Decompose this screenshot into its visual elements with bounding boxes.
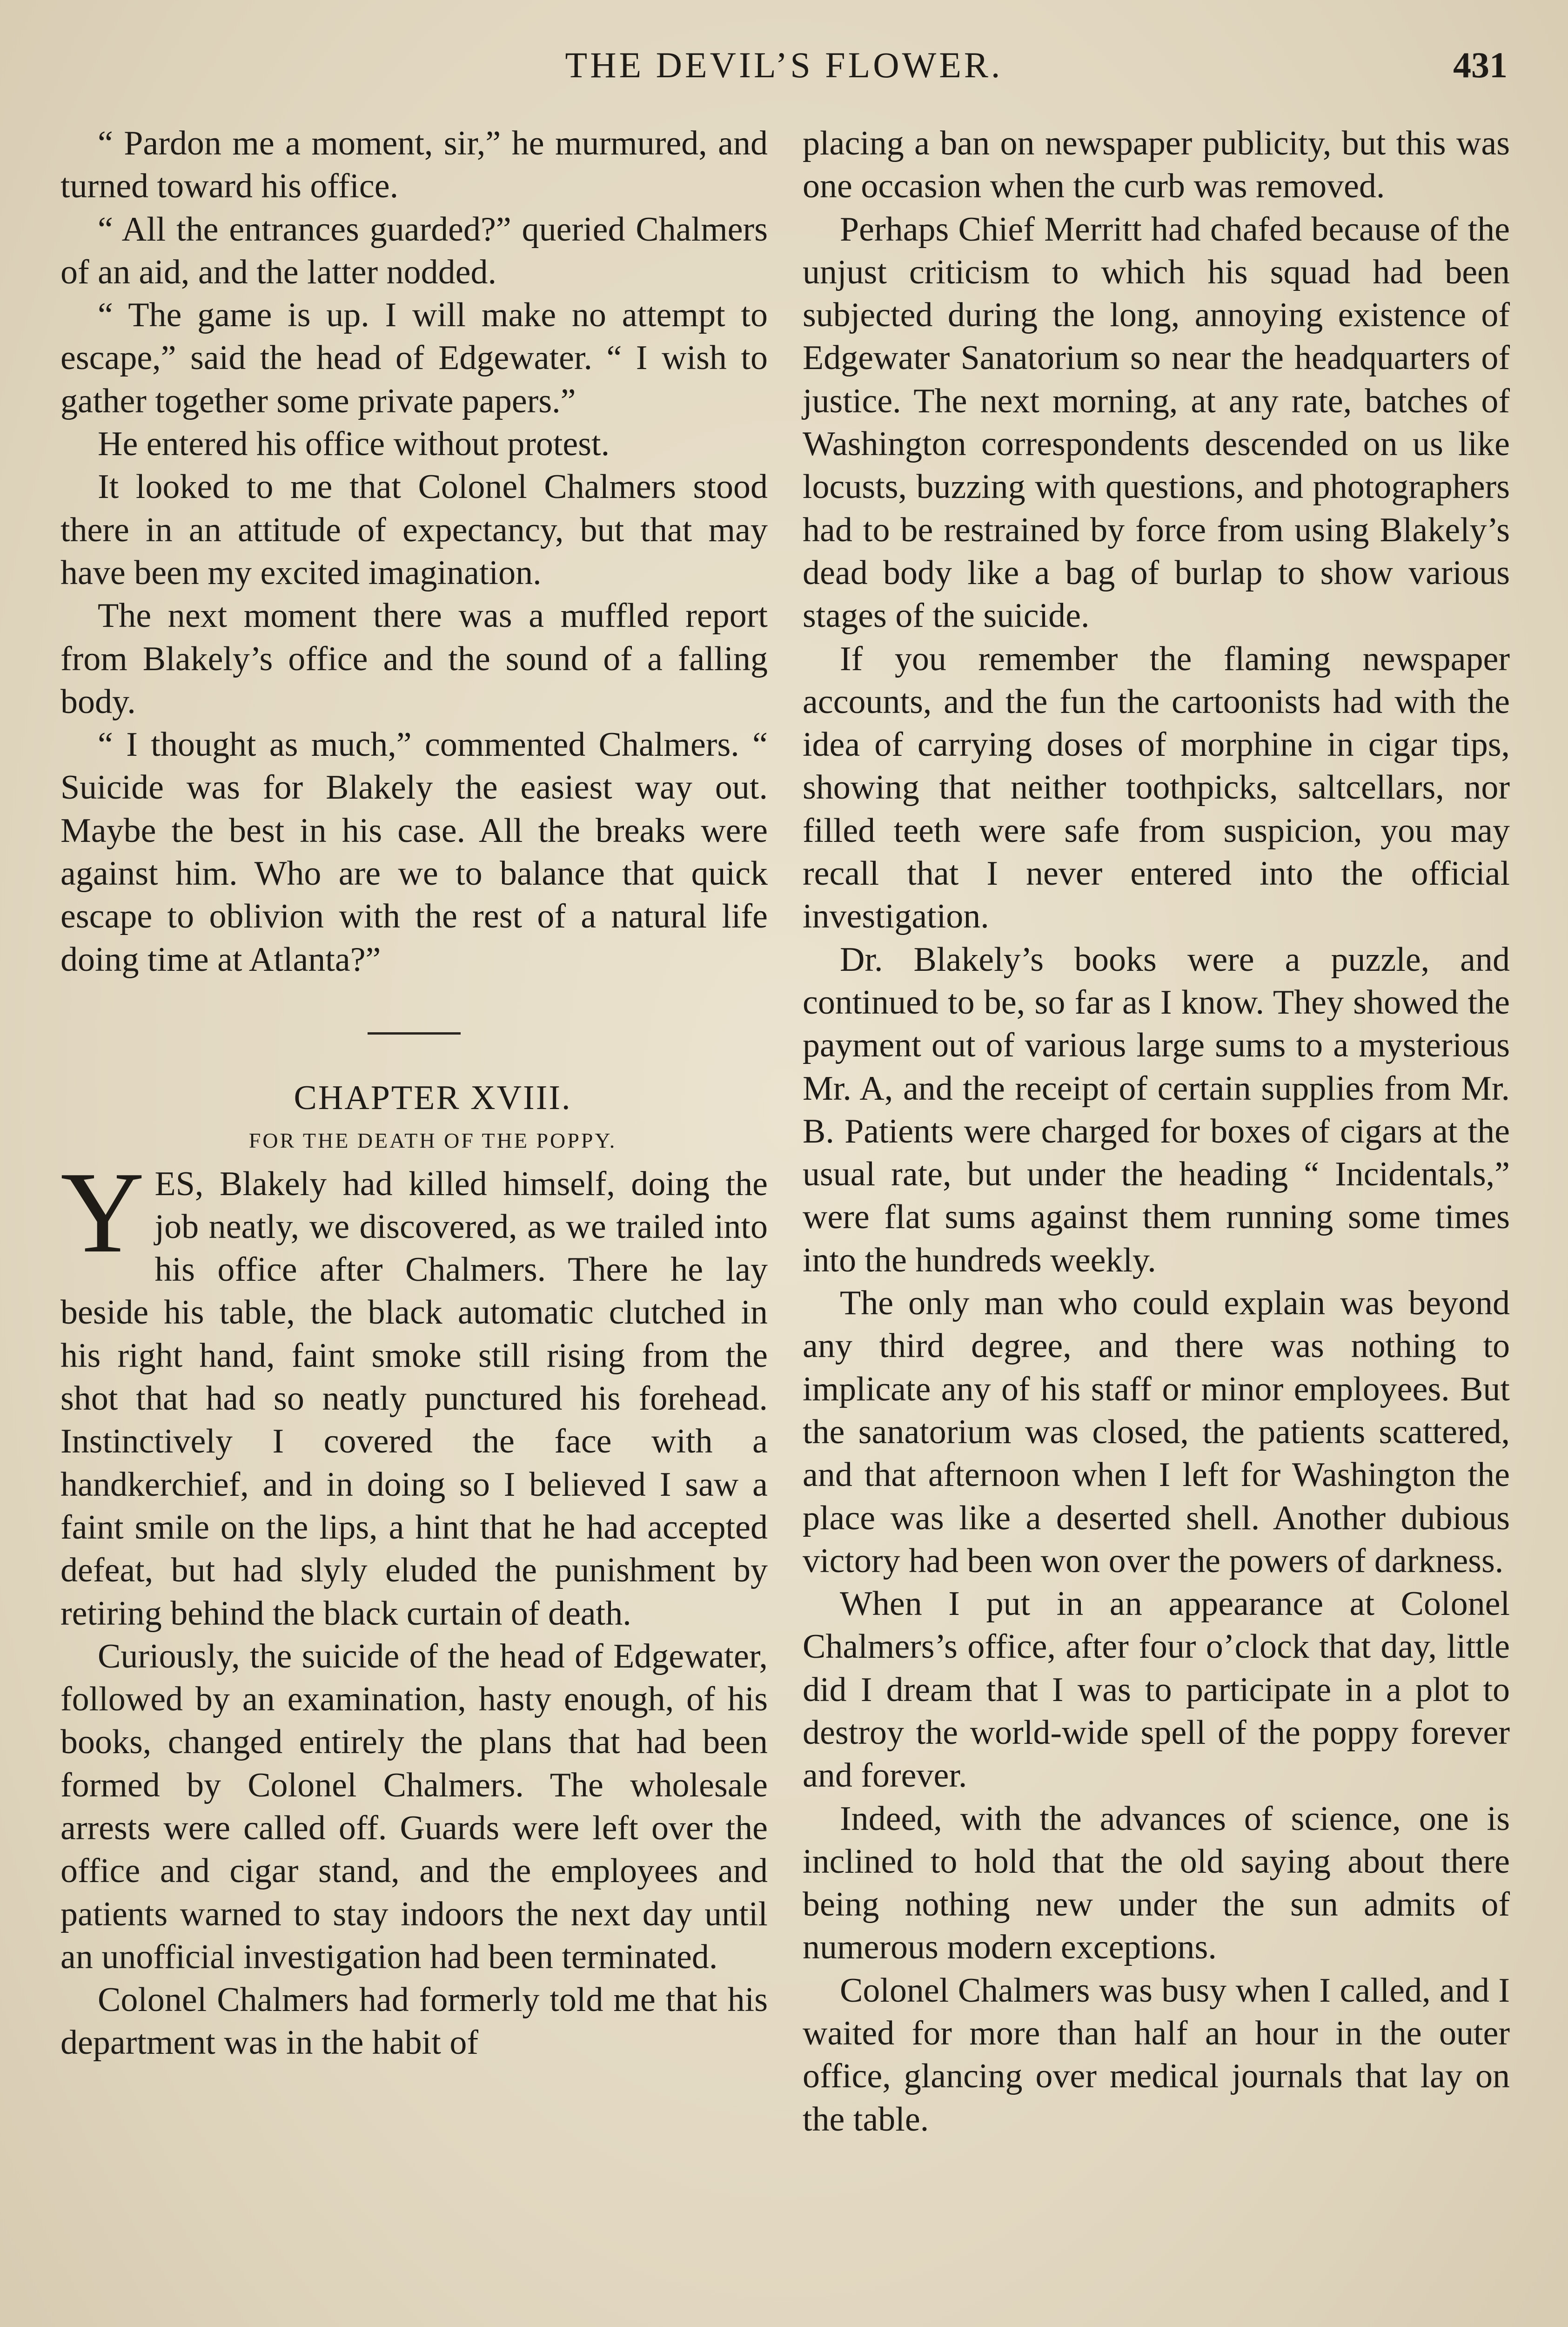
left-column — [60, 122, 768, 2065]
paragraph: Perhaps Chief Merritt had chafed because of the unjust criticism to which his squad had been subjected during the long, annoying existence of Edgewater Sanatorium so near the headquarters of justice. The next morning, at any rate, batches of Washington correspondents descended on us like locusts, buzzing with questions, and photographers had to be restrained by force from using Blakely’s dead body like a bag of burlap to show various stages of the suicide. — [803, 210, 1510, 635]
chapter-title: CHAPTER XVIII. — [294, 1078, 572, 1117]
paragraph: “ The game is up. I will make no attempt to escape,” said the head of Edgewater. “ I wish to gather together some private papers.” — [60, 296, 768, 420]
section-divider — [368, 1032, 461, 1035]
paragraph: When I put in an appearance at Colonel Chalmers’s office, after four o’clock that day, little did I dream that I was to participate in a plot to destroy the world-wide spell of the poppy forever and forever. — [803, 1585, 1510, 1795]
paragraph: “ I thought as much,” commented Chalmers. “ Suicide was for Blakely the easiest way out. Maybe the best in his case. All the breaks were against him. Who are we to balance that quick escape to oblivion with the rest of a natural life doing time at Atlanta?” — [60, 726, 768, 979]
page-header — [60, 44, 1508, 95]
first-paragraph-text: ES, Blakely had killed himself, doing the job neatly, we discovered, as we trailed into his office after Chalmers. There he lay beside his table, the black automatic clutched in his right hand, faint smoke still rising from the shot that had so neatly punctured his forehead. Instinctively I covered the face with a handkerchief, and in doing so I believed I saw a faint smile on the lips, a hint that he had accepted defeat, but had slyly eluded the punishment by retiring behind the black curtain of death. — [60, 1164, 768, 1633]
continued-paragraph: placing a ban on newspaper publicity, but this was one occasion when the curb was removed. — [803, 124, 1510, 206]
paragraph: The next moment there was a muffled report from Blakely’s office and the sound of a falling body. — [60, 597, 768, 721]
page-number: 431 — [1453, 45, 1508, 85]
paragraph: Curiously, the suicide of the head of Edgewater, followed by an examination, hasty enough, of his books, changed entirely the plans that had been formed by Colonel Chalmers. The wholesale arrests were called off. Guards were left over the office and cigar stand, and the employees and patients warned to stay indoors the next day until an unofficial investigation had been terminated. — [60, 1637, 768, 1976]
drop-cap: Y — [60, 1148, 145, 1277]
paragraph: Colonel Chalmers had formerly told me that his department was in the habit of — [60, 1981, 768, 2062]
right-column — [803, 122, 1510, 2141]
running-title: THE DEVIL’S FLOWER. — [565, 45, 1003, 85]
paragraph: “ All the entrances guarded?” queried Chalmers of an aid, and the latter nodded. — [60, 210, 768, 291]
paragraph: Dr. Blakely’s books were a puzzle, and continued to be, so far as I know. They showed the payment out of various large sums to a mysterious Mr. A, and the receipt of certain supplies from Mr. B. Patients were charged for boxes of cigars at the usual rate, but under the heading “ Incidentals,” were flat sums against them running some times into the hundreds weekly. — [803, 940, 1510, 1279]
paragraph: “ Pardon me a moment, sir,” he murmured, and turned toward his office. — [60, 124, 768, 206]
paragraph: The only man who could explain was beyond any third degree, and there was nothing to implicate any of his staff or minor employees. But the sanatorium was closed, the patients scattered, and that afternoon when I left for Washington the place was like a deserted shell. Another dubious victory had been won over the powers of darkness. — [803, 1284, 1510, 1580]
chapter-first-paragraph — [60, 1148, 768, 1635]
paragraph: Indeed, with the advances of science, one is inclined to hold that the old saying about there being nothing new under the sun admits of numerous modern exceptions. — [803, 1799, 1510, 1967]
paragraph: It looked to me that Colonel Chalmers stood there in an attitude of expectancy, but that may have been my excited imagination. — [60, 468, 768, 592]
paragraph: Colonel Chalmers was busy when I called, and I waited for more than half an hour in the outer office, glancing over medical journals that lay on the table. — [803, 1971, 1510, 2139]
paragraph: He entered his office without protest. — [98, 425, 610, 464]
paragraph: If you remember the flaming newspaper accounts, and the fun the cartoonists had with the idea of carrying doses of morphine in cigar tips, showing that neither toothpicks, saltcellars, nor filled teeth were safe from suspicion, you may recall that I never entered into the official investigation. — [803, 639, 1510, 936]
chapter-subtitle: FOR THE DEATH OF THE POPPY. — [248, 1129, 617, 1153]
